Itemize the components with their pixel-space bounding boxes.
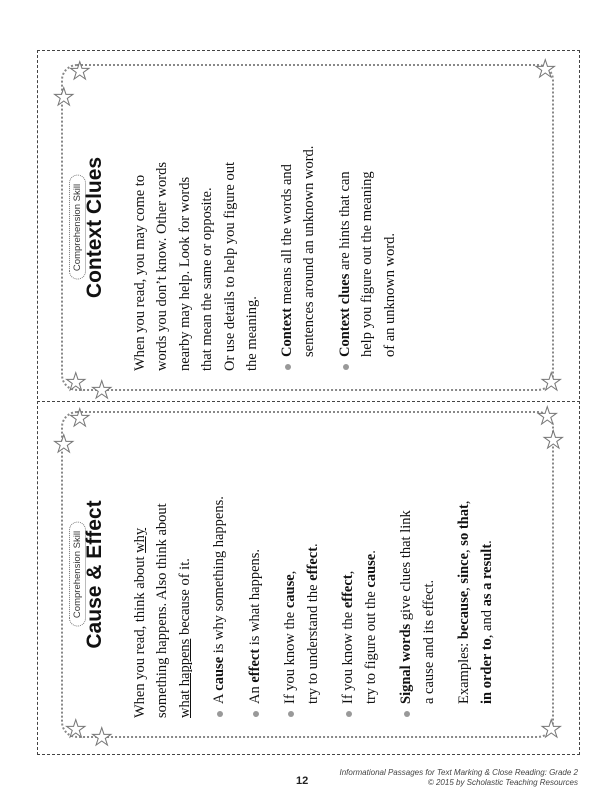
- list-item: An effect is what happens.: [244, 423, 266, 718]
- star-icon: ★: [65, 370, 87, 396]
- list-item: If you know the cause, try to understand the effect.: [279, 423, 324, 718]
- star-icon: ★: [91, 378, 113, 404]
- star-icon: ★: [534, 57, 556, 83]
- definition-list: [276, 76, 401, 371]
- skill-badge: Comprehension Skill: [69, 522, 86, 627]
- star-icon: ★: [536, 404, 558, 430]
- star-icon: ★: [540, 370, 562, 396]
- card-body: [129, 423, 511, 718]
- star-icon: ★: [542, 428, 564, 454]
- list-item: If you know the effect, try to figure out the cause.: [337, 423, 382, 718]
- cause-effect-content: [61, 411, 554, 738]
- list-item: Context clues are hints that can help you figure out the meaning of an unknown word.: [334, 76, 401, 371]
- footer-credit: Informational Passages for Text Marking & Close Reading: Grade 2 © 2015 by Scholastic Teaching Resources: [339, 768, 578, 788]
- skill-badge: Comprehension Skill: [69, 175, 86, 280]
- intro-paragraph: When you read, think about why something happens. Also think about what happens because of it.: [132, 503, 193, 718]
- cut-line: [37, 401, 580, 402]
- star-icon: ★: [65, 717, 87, 743]
- list-item: Signal words give clues that link a cause and its effect.: [395, 423, 440, 718]
- card-title: Context Clues: [83, 156, 106, 299]
- star-icon: ★: [69, 406, 91, 432]
- star-icon: ★: [540, 717, 562, 743]
- card-body: [129, 76, 414, 371]
- intro-paragraph: When you read, you may come to words you don’t know. Other words nearby may help. Look for words that mean the same or opposite. Or use details to help you figure out the meaning.: [132, 161, 261, 371]
- star-icon: ★: [91, 725, 113, 751]
- star-icon: ★: [69, 59, 91, 85]
- context-clues-content: [61, 64, 554, 391]
- definition-list: [208, 423, 498, 718]
- list-item: A cause is why something happens.: [208, 423, 230, 718]
- page-number: 12: [296, 775, 309, 787]
- star-icon: ★: [53, 85, 75, 111]
- card-title: Cause & Effect: [83, 500, 106, 649]
- list-item: Context means all the words and sentences around an unknown word.: [276, 76, 321, 371]
- star-icon: ★: [53, 432, 75, 458]
- examples-line: Examples: because, since, so that, in order to, and as a result.: [456, 500, 495, 704]
